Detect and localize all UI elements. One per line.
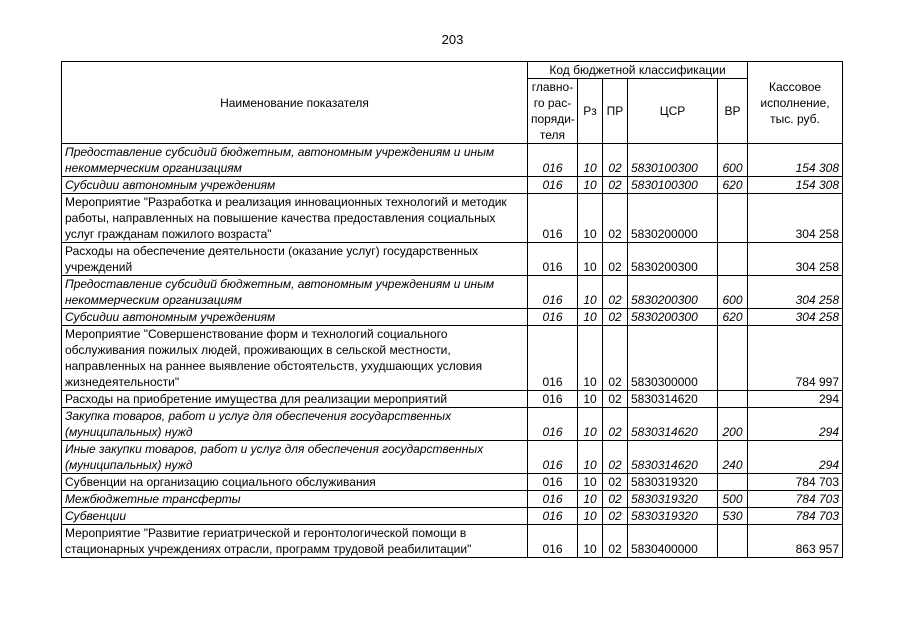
table-row <box>62 474 843 491</box>
cell-amount: 784 997 <box>748 326 843 391</box>
table-row <box>62 243 843 276</box>
cell-rz: 10 <box>578 441 603 474</box>
table-row <box>62 177 843 194</box>
cell-amount: 304 258 <box>748 309 843 326</box>
cell-rz: 10 <box>578 491 603 508</box>
cell-glavn: 016 <box>528 309 578 326</box>
cell-vr: 530 <box>718 508 748 525</box>
cell-pr: 02 <box>603 194 628 243</box>
cell-vr: 600 <box>718 276 748 309</box>
cell-pr: 02 <box>603 243 628 276</box>
table-row <box>62 326 843 391</box>
cell-name: Субвенции на организацию социального обслуживания <box>62 474 528 491</box>
cell-csr: 5830200300 <box>628 309 718 326</box>
cell-vr <box>718 391 748 408</box>
header-rz: Рз <box>578 79 603 144</box>
cell-glavn: 016 <box>528 243 578 276</box>
cell-rz: 10 <box>578 194 603 243</box>
cell-csr: 5830100300 <box>628 177 718 194</box>
cell-rz: 10 <box>578 243 603 276</box>
cell-vr: 500 <box>718 491 748 508</box>
table-row <box>62 391 843 408</box>
cell-csr: 5830200300 <box>628 276 718 309</box>
cell-csr: 5830300000 <box>628 326 718 391</box>
table-row <box>62 309 843 326</box>
cell-name: Мероприятие "Развитие гериатрической и геронтологической помощи в стационарных учреждениях отрасли, программ трудовой реабилитации" <box>62 525 528 558</box>
cell-name: Иные закупки товаров, работ и услуг для обеспечения государственных (муниципальных) нужд <box>62 441 528 474</box>
cell-glavn: 016 <box>528 491 578 508</box>
cell-rz: 10 <box>578 276 603 309</box>
table-row <box>62 144 843 177</box>
cell-rz: 10 <box>578 525 603 558</box>
cell-amount: 294 <box>748 408 843 441</box>
cell-rz: 10 <box>578 391 603 408</box>
header-kassovoe: Кассовое исполнение, тыс. руб. <box>748 62 843 144</box>
cell-pr: 02 <box>603 309 628 326</box>
cell-amount: 304 258 <box>748 243 843 276</box>
cell-pr: 02 <box>603 276 628 309</box>
cell-glavn: 016 <box>528 508 578 525</box>
cell-csr: 5830400000 <box>628 525 718 558</box>
cell-name: Расходы на обеспечение деятельности (оказание услуг) государственных учреждений <box>62 243 528 276</box>
table-body <box>62 144 843 558</box>
header-pr: ПР <box>603 79 628 144</box>
header-glavn: главно-го рас-поряди-теля <box>528 79 578 144</box>
cell-csr: 5830314620 <box>628 391 718 408</box>
table-row <box>62 194 843 243</box>
cell-glavn: 016 <box>528 474 578 491</box>
cell-amount: 784 703 <box>748 491 843 508</box>
cell-vr: 620 <box>718 177 748 194</box>
cell-rz: 10 <box>578 326 603 391</box>
cell-csr: 5830319320 <box>628 474 718 491</box>
cell-glavn: 016 <box>528 441 578 474</box>
cell-amount: 304 258 <box>748 194 843 243</box>
cell-pr: 02 <box>603 441 628 474</box>
cell-amount: 154 308 <box>748 177 843 194</box>
cell-csr: 5830200000 <box>628 194 718 243</box>
cell-name: Предоставление субсидий бюджетным, автономным учреждениям и иным некоммерческим организациям <box>62 276 528 309</box>
budget-table <box>61 61 843 558</box>
cell-name: Субсидии автономным учреждениям <box>62 177 528 194</box>
cell-rz: 10 <box>578 144 603 177</box>
table-row <box>62 525 843 558</box>
cell-name: Расходы на приобретение имущества для реализации мероприятий <box>62 391 528 408</box>
cell-name: Субвенции <box>62 508 528 525</box>
header-name: Наименование показателя <box>62 62 528 144</box>
cell-amount: 784 703 <box>748 474 843 491</box>
cell-glavn: 016 <box>528 326 578 391</box>
cell-csr: 5830100300 <box>628 144 718 177</box>
table-row <box>62 491 843 508</box>
cell-vr <box>718 194 748 243</box>
cell-pr: 02 <box>603 408 628 441</box>
cell-vr <box>718 525 748 558</box>
table-row <box>62 276 843 309</box>
cell-glavn: 016 <box>528 391 578 408</box>
cell-vr: 620 <box>718 309 748 326</box>
cell-name: Закупка товаров, работ и услуг для обеспечения государственных (муниципальных) нужд <box>62 408 528 441</box>
cell-vr: 240 <box>718 441 748 474</box>
cell-rz: 10 <box>578 508 603 525</box>
cell-glavn: 016 <box>528 144 578 177</box>
cell-rz: 10 <box>578 474 603 491</box>
cell-glavn: 016 <box>528 276 578 309</box>
cell-glavn: 016 <box>528 525 578 558</box>
cell-csr: 5830319320 <box>628 491 718 508</box>
cell-csr: 5830314620 <box>628 408 718 441</box>
cell-name: Субсидии автономным учреждениям <box>62 309 528 326</box>
cell-name: Предоставление субсидий бюджетным, автономным учреждениям и иным некоммерческим организациям <box>62 144 528 177</box>
cell-amount: 304 258 <box>748 276 843 309</box>
cell-csr: 5830319320 <box>628 508 718 525</box>
cell-pr: 02 <box>603 326 628 391</box>
cell-glavn: 016 <box>528 177 578 194</box>
cell-amount: 863 957 <box>748 525 843 558</box>
cell-name: Мероприятие "Разработка и реализация инновационных технологий и методик работы, направленных на повышение качества предоставления социальных услуг гражданам пожилого возраста" <box>62 194 528 243</box>
cell-amount: 784 703 <box>748 508 843 525</box>
cell-glavn: 016 <box>528 194 578 243</box>
cell-pr: 02 <box>603 525 628 558</box>
cell-csr: 5830314620 <box>628 441 718 474</box>
cell-rz: 10 <box>578 309 603 326</box>
cell-rz: 10 <box>578 177 603 194</box>
header-vr: ВР <box>718 79 748 144</box>
cell-amount: 154 308 <box>748 144 843 177</box>
cell-vr <box>718 243 748 276</box>
cell-pr: 02 <box>603 508 628 525</box>
table-row <box>62 408 843 441</box>
cell-vr <box>718 474 748 491</box>
table-header <box>62 62 843 144</box>
cell-rz: 10 <box>578 408 603 441</box>
cell-pr: 02 <box>603 391 628 408</box>
cell-vr: 200 <box>718 408 748 441</box>
cell-pr: 02 <box>603 491 628 508</box>
cell-csr: 5830200300 <box>628 243 718 276</box>
cell-name: Межбюджетные трансферты <box>62 491 528 508</box>
cell-pr: 02 <box>603 474 628 491</box>
table-row <box>62 508 843 525</box>
cell-glavn: 016 <box>528 408 578 441</box>
cell-amount: 294 <box>748 391 843 408</box>
page-number: 203 <box>441 32 464 47</box>
cell-vr: 600 <box>718 144 748 177</box>
cell-amount: 294 <box>748 441 843 474</box>
cell-pr: 02 <box>603 144 628 177</box>
header-csr: ЦСР <box>628 79 718 144</box>
cell-name: Мероприятие "Совершенствование форм и технологий социального обслуживания пожилых людей, проживающих в сельской местности, направленных на раннее выявление обстоятельств, ухудшающих условия жизнедеятельности" <box>62 326 528 391</box>
table-row <box>62 441 843 474</box>
cell-pr: 02 <box>603 177 628 194</box>
header-code-group: Код бюджетной классификации <box>528 62 748 79</box>
cell-vr <box>718 326 748 391</box>
